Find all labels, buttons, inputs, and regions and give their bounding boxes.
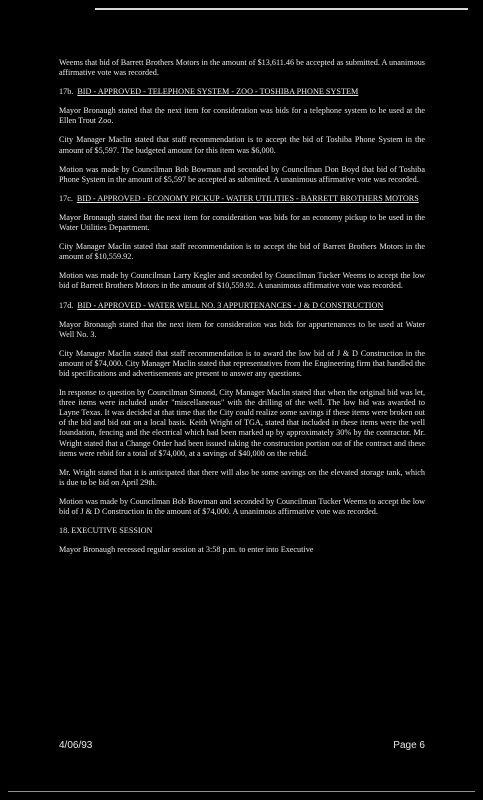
paragraph: Motion was made by Councilman Bob Bowman and seconded by Councilman Tucker Weems to accept the low bid of J & D Construction in the amount of $74,000. A unanimous affirmative vote was recorded. [59, 496, 425, 516]
scan-edge [95, 8, 468, 10]
paragraph: Weems that bid of Barrett Brothers Motors in the amount of $13,611.46 be accepted as submitted. A unanimous affirmative vote was recorded. [59, 58, 425, 78]
paragraph: In response to question by Councilman Simond, City Manager Maclin stated that when the original bid was let, three items were included under "miscellaneous" with the drilling of the well. The low bid was awarded to Layne Texas. It was decided at that time that the City could realize some savings if these items were broken out of the bid and bid out on a local basis. Keith Wright of TGA, stated that included in these items were the well foundation, fencing and the electrical which had been marked up by approximately 30% by the contractor. Mr. Wright stated that a Change Order had been issued taking the construction portion out of the contract and these items were rebid for a total of $74,000, at a savings of $40,000 on the rebid. [59, 388, 425, 458]
section-heading-18 [59, 526, 425, 536]
paragraph: Mayor Bronaugh recessed regular session at 3:58 p.m. to enter into Executive [59, 545, 314, 555]
footer-date: 4/06/93 [59, 740, 93, 751]
section-number: 17c. [59, 193, 73, 203]
minutes-body [59, 58, 425, 564]
section-number: 17b. [59, 87, 74, 97]
section-heading-17d [59, 301, 425, 311]
paragraph: Motion was made by Councilman Bob Bowman and seconded by Councilman Don Boyd that bid of Toshiba Phone System in the amount of $5,597 be accepted as submitted. A unanimous affirmative vote was recorded. [59, 164, 425, 184]
paragraph: Mayor Bronaugh stated that the next item for consideration was bids for a telephone system to be used at the Ellen Trout Zoo. [59, 106, 425, 126]
page-footer [59, 740, 425, 751]
paragraph: Mayor Bronaugh stated that the next item for consideration was bids for appurtenances to be used at Water Well No. 3. [59, 319, 425, 339]
paragraph: City Manager Maclin stated that staff recommendation is to accept the bid of Toshiba Phone System in the amount of $5,597. The budgeted amount for this item was $6,000. [59, 135, 425, 155]
paragraph: Mayor Bronaugh stated that the next item for consideration was bids for an economy pickup to be used in the Water Utilities Department. [59, 212, 425, 233]
paragraph: Motion was made by Councilman Larry Kegler and seconded by Councilman Tucker Weems to accept the low bid of Barrett Brothers Motors in the amount of $10,559.92. A unanimous affirmative vote was recorded. [59, 271, 425, 291]
page-number: Page 6 [393, 740, 425, 751]
section-title: BID - APPROVED - WATER WELL NO. 3 APPURTENANCES - J & D CONSTRUCTION [77, 300, 384, 310]
section-heading-17b [59, 87, 425, 97]
section-title: BID - APPROVED - ECONOMY PICKUP - WATER UTILITIES - BARRETT BROTHERS MOTORS [76, 193, 419, 203]
paragraph: City Manager Maclin stated that staff recommendation is to accept the bid of Barrett Brothers Motors in the amount of $10,559.92. [59, 242, 425, 262]
paragraph: City Manager Maclin stated that staff recommendation is to award the low bid of J & D Construction in the amount of $74,000. City Manager Maclin stated that representatives from the Engineering firm that handled the bid specifications and advertisements are present to answer any questions. [59, 348, 425, 378]
section-title: BID - APPROVED - TELEPHONE SYSTEM - ZOO - TOSHIBA PHONE SYSTEM [77, 87, 359, 97]
section-heading-17c [59, 194, 425, 204]
section-number: 17d. [59, 300, 74, 310]
section-title: 18. EXECUTIVE SESSION [59, 526, 153, 536]
scan-edge [8, 791, 475, 792]
paragraph: Mr. Wright stated that it is anticipated that there will also be some savings on the elevated storage tank, which is due to be bid on April 29th. [59, 467, 425, 487]
